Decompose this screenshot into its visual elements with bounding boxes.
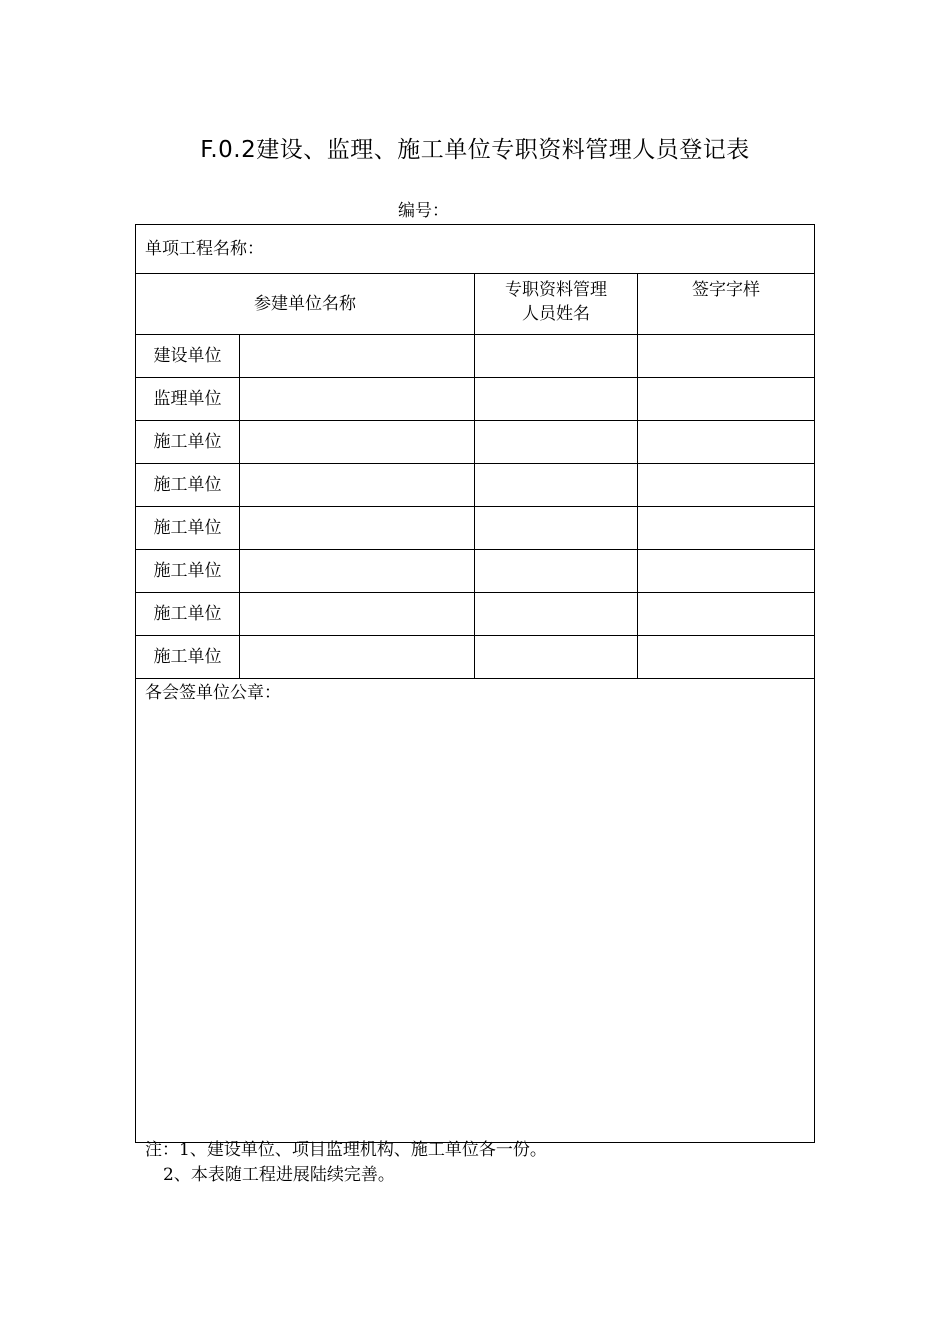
project-name-row xyxy=(136,225,815,274)
table-row xyxy=(136,636,815,679)
row-role-label: 施工单位 xyxy=(136,421,240,464)
note-line-1: 注：1、建设单位、项目监理机构、施工单位各一份。 xyxy=(145,1140,547,1160)
signature-cell[interactable] xyxy=(638,378,815,421)
row-role-label: 施工单位 xyxy=(136,550,240,593)
unit-name-cell[interactable] xyxy=(240,421,475,464)
page-title: F.0.2建设、监理、施工单位专职资料管理人员登记表 xyxy=(200,137,750,163)
table-row xyxy=(136,464,815,507)
seal-label: 各会签单位公章： xyxy=(145,683,281,703)
signature-cell[interactable] xyxy=(638,636,815,679)
unit-name-cell[interactable] xyxy=(240,335,475,378)
serial-number-label: 编号： xyxy=(398,201,449,221)
project-name-label: 单项工程名称： xyxy=(145,239,264,259)
header-unit-name: 参建单位名称 xyxy=(136,274,475,335)
signature-cell[interactable] xyxy=(638,550,815,593)
registration-table xyxy=(135,224,815,1143)
unit-name-cell[interactable] xyxy=(240,550,475,593)
note-line-2: 2、本表随工程进展陆续完善。 xyxy=(163,1165,395,1185)
table-row xyxy=(136,421,815,464)
signature-cell[interactable] xyxy=(638,335,815,378)
row-role-label: 施工单位 xyxy=(136,507,240,550)
table-row xyxy=(136,378,815,421)
staff-name-cell[interactable] xyxy=(475,464,638,507)
unit-name-cell[interactable] xyxy=(240,593,475,636)
row-role-label: 施工单位 xyxy=(136,593,240,636)
staff-name-cell[interactable] xyxy=(475,421,638,464)
unit-name-cell[interactable] xyxy=(240,636,475,679)
header-staff-name-line2: 人员姓名 xyxy=(522,304,590,324)
staff-name-cell[interactable] xyxy=(475,550,638,593)
signature-cell[interactable] xyxy=(638,507,815,550)
header-signature-sample: 签字字样 xyxy=(638,274,815,335)
row-role-label: 监理单位 xyxy=(136,378,240,421)
signature-cell[interactable] xyxy=(638,421,815,464)
row-role-label: 施工单位 xyxy=(136,464,240,507)
staff-name-cell[interactable] xyxy=(475,335,638,378)
project-name-field[interactable] xyxy=(136,225,815,274)
staff-name-cell[interactable] xyxy=(475,636,638,679)
header-staff-name xyxy=(475,274,638,335)
staff-name-cell[interactable] xyxy=(475,378,638,421)
unit-name-cell[interactable] xyxy=(240,507,475,550)
row-role-label: 施工单位 xyxy=(136,636,240,679)
unit-name-cell[interactable] xyxy=(240,378,475,421)
table-row xyxy=(136,507,815,550)
signature-cell[interactable] xyxy=(638,593,815,636)
table-row xyxy=(136,335,815,378)
unit-name-cell[interactable] xyxy=(240,464,475,507)
staff-name-cell[interactable] xyxy=(475,507,638,550)
header-staff-name-line1: 专职资料管理 xyxy=(505,280,607,300)
table-row xyxy=(136,550,815,593)
seal-row xyxy=(136,679,815,1143)
signature-cell[interactable] xyxy=(638,464,815,507)
row-role-label: 建设单位 xyxy=(136,335,240,378)
staff-name-cell[interactable] xyxy=(475,593,638,636)
seal-area[interactable] xyxy=(136,679,815,1143)
table-row xyxy=(136,593,815,636)
header-row xyxy=(136,274,815,335)
